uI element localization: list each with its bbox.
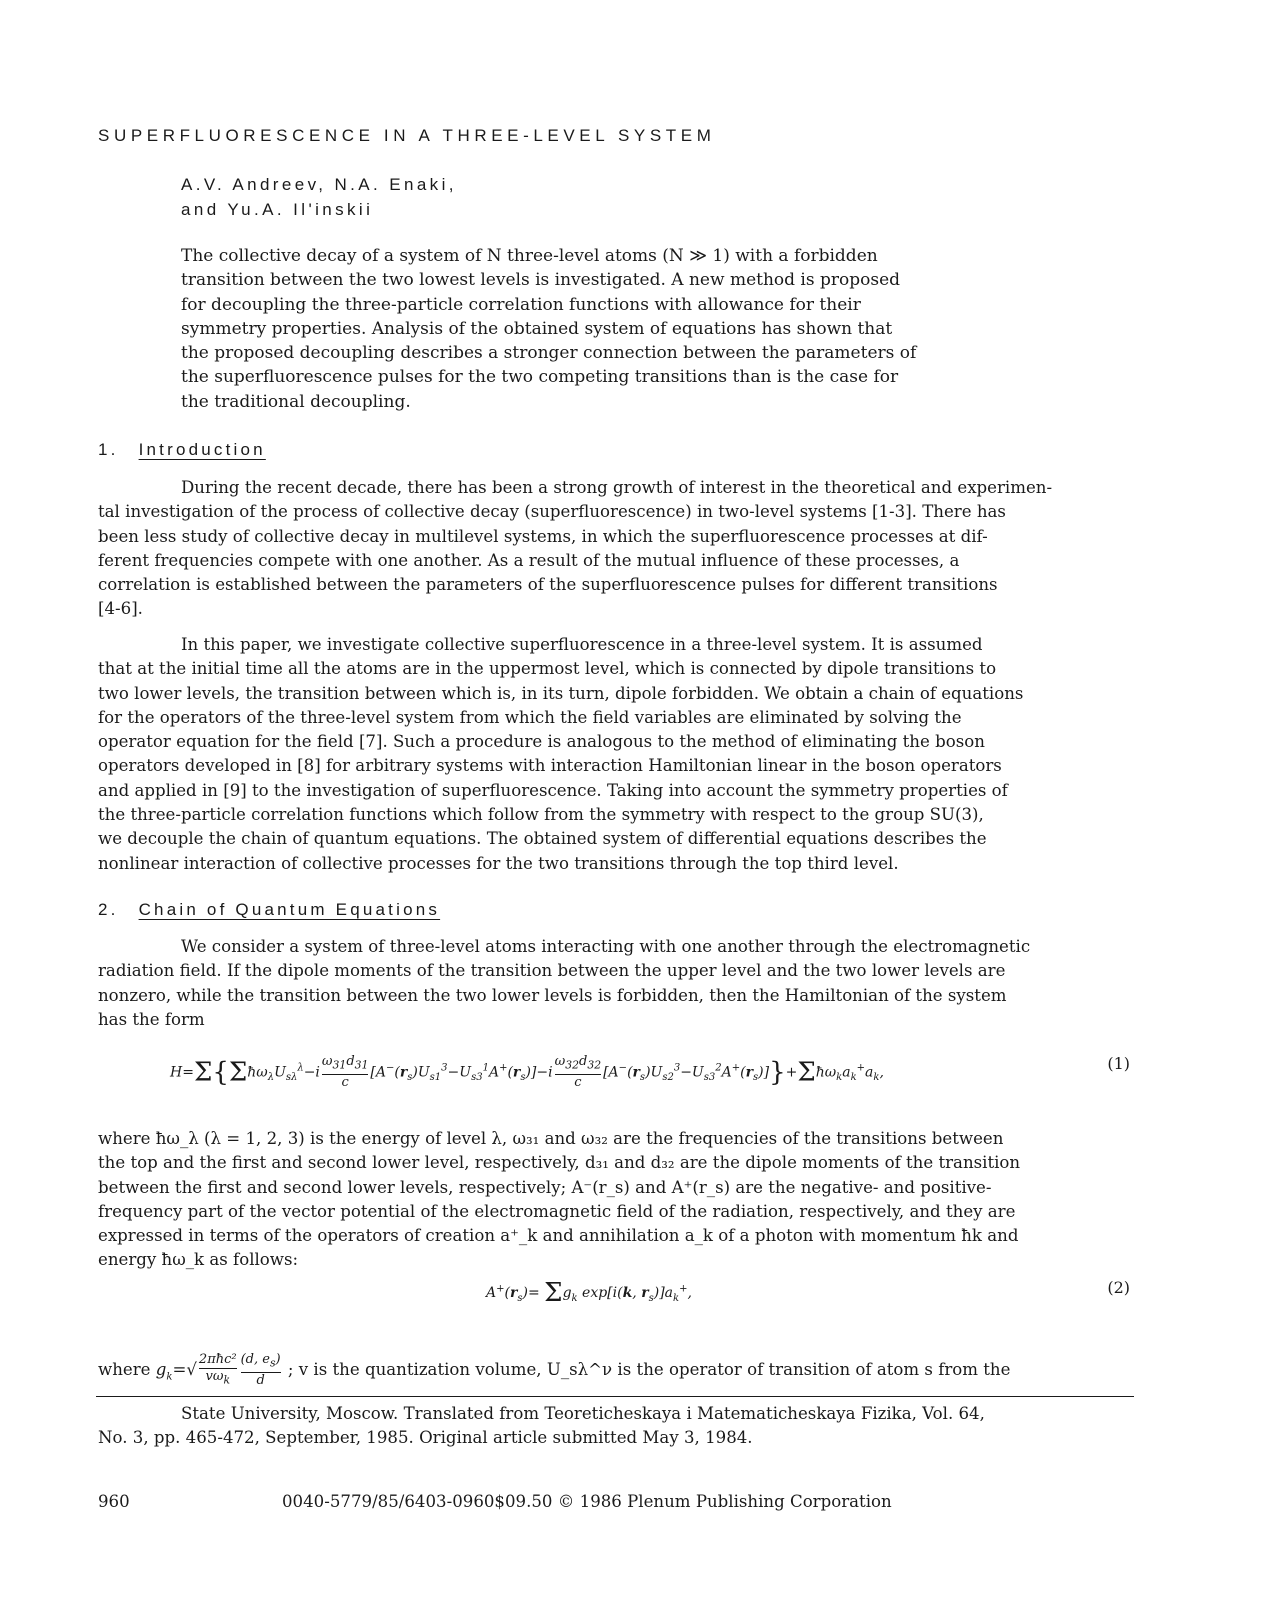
chain-paragraph-2 [98, 1127, 1138, 1273]
text-line: We consider a system of three-level atoms interacting with one another through the electromagnetic [181, 937, 1031, 956]
equation-2-number: (2) [1107, 1278, 1130, 1297]
page-number: 960 [98, 1492, 130, 1511]
abstract-line: symmetry properties. Analysis of the obtained system of equations has shown that [181, 318, 893, 339]
text-line: for the operators of the three-level system from which the field variables are eliminated by solving the [98, 707, 962, 727]
footnote-divider [96, 1396, 1134, 1397]
text-line: frequency part of the vector potential of the electromagnetic field of the radiation, respectively, and they are [98, 1201, 1016, 1221]
chain-paragraph-1 [98, 935, 1138, 1032]
section-number: 2. [98, 900, 119, 919]
text-line: expressed in terms of the operators of creation a⁺_k and annihilation a_k of a photon with momentum ħk and [98, 1226, 1019, 1246]
text-line: where ħω_λ (λ = 1, 2, 3) is the energy of level λ, ω₃₁ and ω₃₂ are the frequencies of the transitions between [98, 1129, 1004, 1148]
text-line: been less study of collective decay in multilevel systems, in which the superfluorescence processes at dif- [98, 526, 988, 546]
text-line: the top and the first and second lower level, respectively, d₃₁ and d₃₂ are the dipole moments of the transition [98, 1153, 1021, 1173]
text-line: tal investigation of the process of collective decay (superfluorescence) in two-level systems [1-3]. There has [98, 502, 1006, 522]
text-line: the three-particle correlation functions which follow from the symmetry with respect to the group SU(3), [98, 805, 984, 825]
authors [181, 172, 457, 222]
text-line: operator equation for the field [7]. Such a procedure is analogous to the method of eliminating the boson [98, 732, 985, 752]
abstract [181, 244, 971, 414]
text-line: correlation is established between the parameters of the superfluorescence pulses for different transitions [98, 575, 998, 595]
text-line: operators developed in [8] for arbitrary systems with interaction Hamiltonian linear in the boson operators [98, 756, 1002, 776]
text-line: energy ħω_k as follows: [98, 1250, 299, 1270]
authors-line: A.V. Andreev, N.A. Enaki, [181, 175, 457, 194]
abstract-line: the proposed decoupling describes a stronger connection between the parameters of [181, 343, 917, 364]
equation-1-hamiltonian [170, 1054, 1130, 1104]
section-number: 1. [98, 440, 119, 459]
chain-paragraph-3 [98, 1352, 1138, 1389]
text-line: In this paper, we investigate collective superfluorescence in a three-level system. It is assumed [181, 635, 983, 654]
footnote-line: No. 3, pp. 465-472, September, 1985. Original article submitted May 3, 1984. [98, 1428, 753, 1448]
equation-1-body: $H=\Sigma\{\Sigma ħ\omega_\lambda U_{s\lambda}^\lambda-i$ $\frac{\omega_{31}d_{31}}{c}$ $[A^-(r_s)U_{s1}^3-U_{s3}^1A^+(r_s)]-i$ $\frac{\omega_{32}d_{32}}{c}$ $[A^-(r_s)U_{s2}^3-U_{s3}^2A^+(r_s)]\}+\Sigma ħ\omega_ka_k^+a_k$, [170, 1054, 884, 1090]
where-label: where [98, 1359, 151, 1379]
section-heading-introduction [98, 440, 266, 460]
abstract-line: the superfluorescence pulses for the two competing transitions than is the case for [181, 367, 899, 388]
text-line: [4-6]. [98, 599, 143, 619]
text-line-tail: ; v is the quantization volume, U_sλ^ν is the operator of transition of atom s from the [287, 1359, 1011, 1379]
section-title: Chain of Quantum Equations [138, 900, 441, 919]
equation-2-vector-potential [486, 1278, 1130, 1328]
text-line: we decouple the chain of quantum equations. The obtained system of differential equations describes the [98, 829, 987, 849]
abstract-line: for decoupling the three-particle correlation functions with allowance for their [181, 294, 861, 315]
text-line: and applied in [9] to the investigation of superfluorescence. Taking into account the symmetry properties of [98, 780, 1008, 800]
text-line: nonlinear interaction of collective processes for the two transitions through the top third level. [98, 853, 899, 873]
abstract-line: the traditional decoupling. [181, 391, 411, 412]
text-line: two lower levels, the transition between which is, in its turn, dipole forbidden. We obtain a chain of equations [98, 683, 1024, 703]
section-title: Introduction [138, 440, 266, 459]
text-line: nonzero, while the transition between the two lower levels is forbidden, then the Hamiltonian of the system [98, 985, 1007, 1005]
text-line: between the first and second lower levels, respectively; A⁻(r_s) and A⁺(r_s) are the negative- and positive- [98, 1177, 992, 1197]
equation-1-number: (1) [1107, 1054, 1130, 1073]
abstract-line: transition between the two lowest levels is investigated. A new method is proposed [181, 270, 901, 291]
intro-paragraph-1 [98, 476, 1138, 622]
footnote [98, 1402, 1138, 1451]
footnote-line: State University, Moscow. Translated from Teoreticheskaya i Matematicheskaya Fizika, Vol. 64, [181, 1404, 985, 1423]
text-line: During the recent decade, there has been a strong growth of interest in the theoretical and experimen- [181, 478, 1053, 497]
text-line [98, 1352, 1138, 1389]
g-k-definition: $g_k=√$ $\frac{\text{2πħc²}}{v\omega_k}$ $\frac{(d, e_s)}{d}$ [155, 1352, 281, 1388]
text-line: has the form [98, 1009, 205, 1029]
text-line: radiation field. If the dipole moments of the transition between the upper level and the two lower levels are [98, 961, 1006, 981]
abstract-line: The collective decay of a system of N three-level atoms (N ≫ 1) with a forbidden [181, 246, 878, 266]
text-line: that at the initial time all the atoms are in the uppermost level, which is connected by dipole transitions to [98, 659, 997, 679]
equation-2-body: $A^+(r_s)= \Sigma g_k$ exp[i(k, $r_s)]a_k^+$, [486, 1278, 692, 1308]
intro-paragraph-2 [98, 633, 1138, 876]
section-heading-chain [98, 900, 440, 920]
copyright-line: 0040-5779/85/6403-0960$09.50 © 1986 Plenum Publishing Corporation [282, 1492, 892, 1511]
paper-title: SUPERFLUORESCENCE IN A THREE-LEVEL SYSTEM [98, 126, 716, 145]
authors-line: and Yu.A. Il'inskii [181, 200, 374, 219]
text-line: ferent frequencies compete with one another. As a result of the mutual influence of these processes, a [98, 550, 960, 570]
